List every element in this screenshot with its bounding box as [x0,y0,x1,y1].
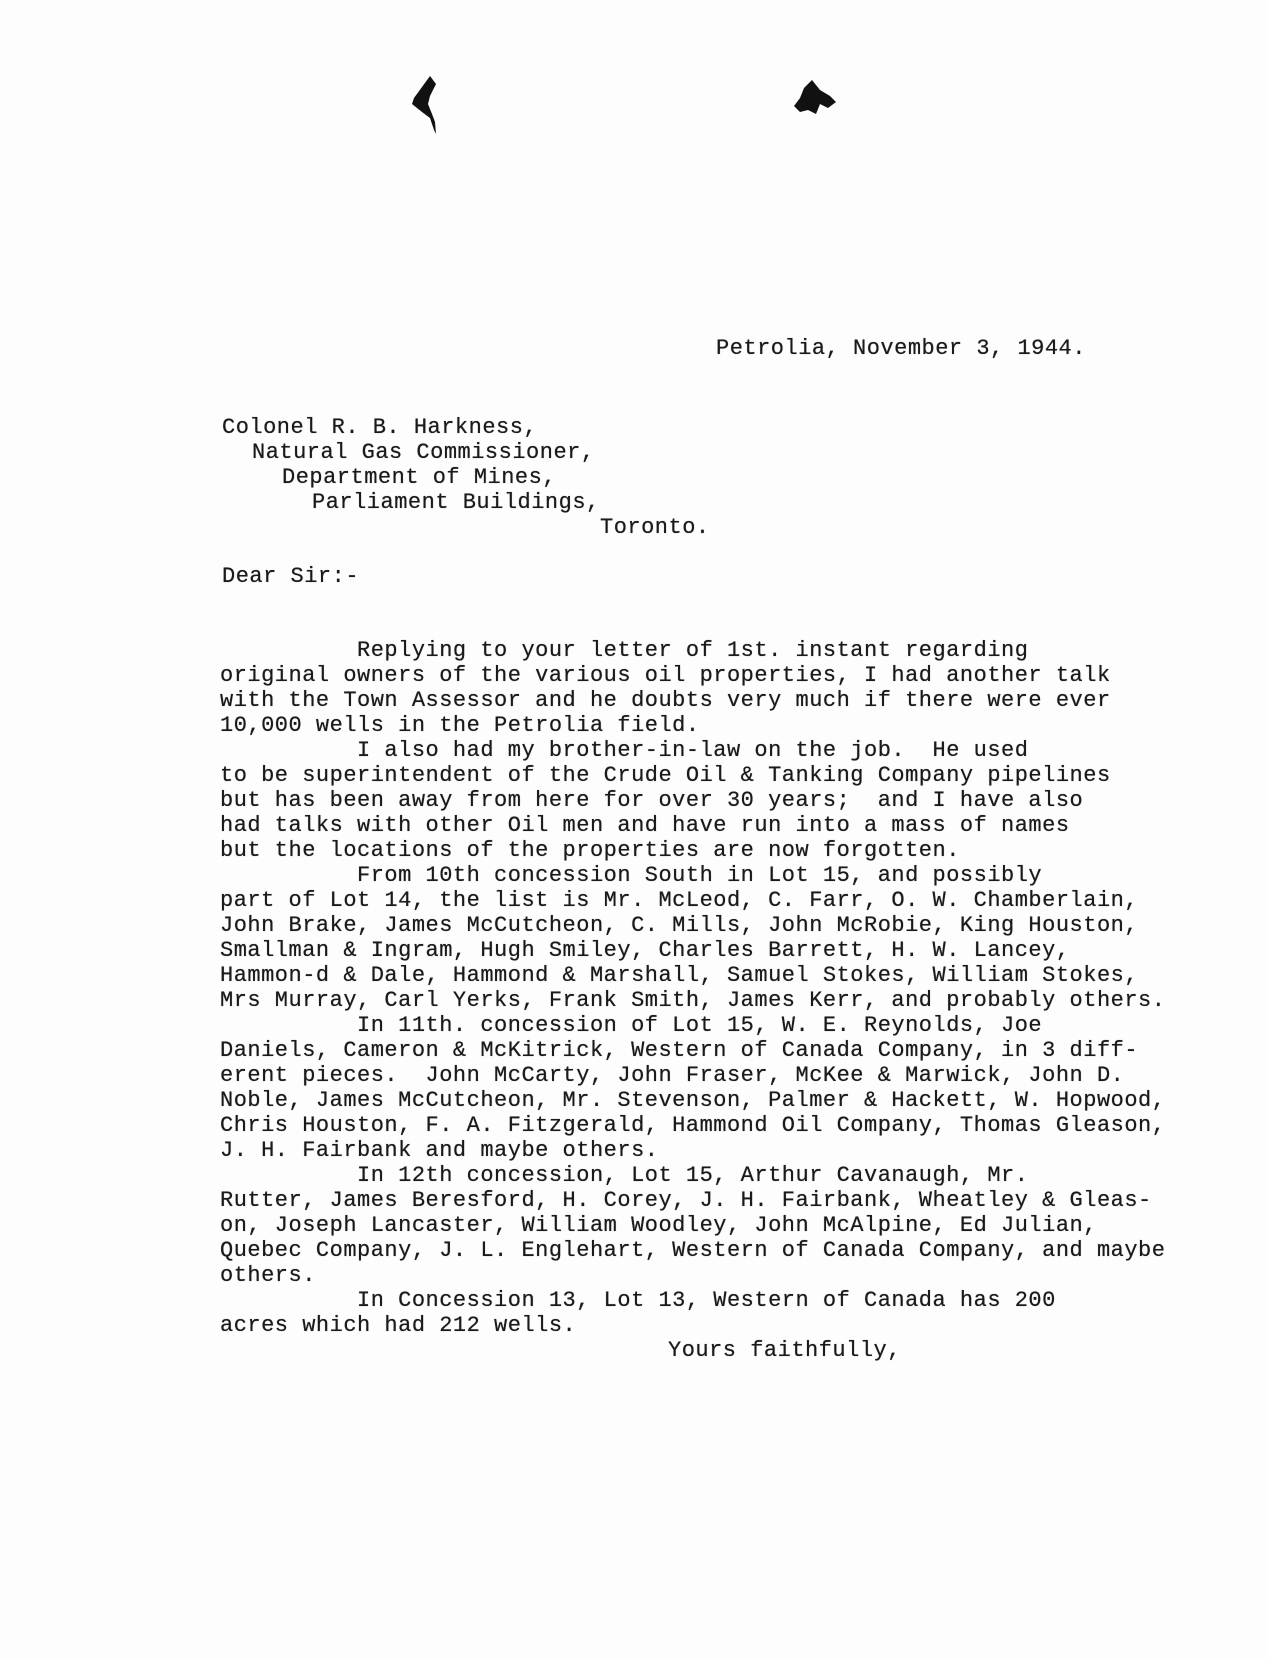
letter-date: Petrolia, November 3, 1944. [716,336,1086,361]
body-line: but the locations of the properties are now forgotten. [220,838,960,863]
body-line: Mrs Murray, Carl Yerks, Frank Smith, James Kerr, and probably others. [220,988,1166,1013]
recipient-city: Toronto. [600,515,710,540]
body-line: erent pieces. John McCarty, John Fraser, McKee & Marwick, John D. [220,1063,1125,1088]
body-line: In 11th. concession of Lot 15, W. E. Reynolds, Joe [220,1013,1043,1038]
body-line: had talks with other Oil men and have run into a mass of names [220,813,1070,838]
body-line: acres which had 212 wells. [220,1313,577,1338]
body-line: Daniels, Cameron & McKitrick, Western of Canada Company, in 3 diff- [220,1038,1139,1063]
body-line: but has been away from here for over 30 years; and I have also [220,788,1084,813]
body-line: J. H. Fairbank and maybe others. [220,1138,659,1163]
recipient-title: Natural Gas Commissioner, [252,440,595,465]
body-line: on, Joseph Lancaster, William Woodley, John McAlpine, Ed Julian, [220,1213,1097,1238]
body-line: others. [220,1263,316,1288]
body-line: John Brake, James McCutcheon, C. Mills, John McRobie, King Houston, [220,913,1139,938]
body-line: Smallman & Ingram, Hugh Smiley, Charles Barrett, H. W. Lancey, [220,938,1070,963]
body-line: In Concession 13, Lot 13, Western of Canada has 200 [220,1288,1056,1313]
body-line: 10,000 wells in the Petrolia field. [220,713,700,738]
body-line: with the Town Assessor and he doubts very much if there were ever [220,688,1111,713]
closing: Yours faithfully, [668,1338,901,1363]
body-line: Noble, James McCutcheon, Mr. Stevenson, Palmer & Hackett, W. Hopwood, [220,1088,1166,1113]
punch-hole-left [408,74,444,136]
salutation: Dear Sir:- [222,564,360,589]
body-line: In 12th concession, Lot 15, Arthur Cavanaugh, Mr. [220,1163,1029,1188]
body-line: Chris Houston, F. A. Fitzgerald, Hammond Oil Company, Thomas Gleason, [220,1113,1166,1138]
recipient-building: Parliament Buildings, [312,490,600,515]
body-line: to be superintendent of the Crude Oil & Tanking Company pipelines [220,763,1111,788]
body-line: Replying to your letter of 1st. instant regarding [220,638,1029,663]
body-line: From 10th concession South in Lot 15, and possibly [220,863,1043,888]
body-line: Hammon-d & Dale, Hammond & Marshall, Samuel Stokes, William Stokes, [220,963,1139,988]
body-line: Quebec Company, J. L. Englehart, Western of Canada Company, and maybe [220,1238,1166,1263]
body-line: original owners of the various oil properties, I had another talk [220,663,1111,688]
body-line: part of Lot 14, the list is Mr. McLeod, C. Farr, O. W. Chamberlain, [220,888,1139,913]
body-line: I also had my brother-in-law on the job. He used [220,738,1029,763]
punch-hole-right [790,78,838,118]
body-line: Rutter, James Beresford, H. Corey, J. H. Fairbank, Wheatley & Gleas- [220,1188,1152,1213]
recipient-department: Department of Mines, [282,465,557,490]
recipient-name: Colonel R. B. Harkness, [222,415,538,440]
